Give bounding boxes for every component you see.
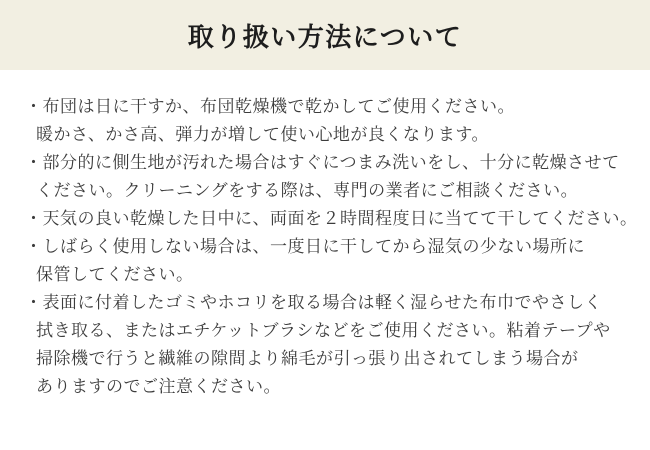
header-band	[0, 0, 650, 70]
list-item	[25, 205, 638, 233]
item-line-bulleted: ・表面に付着したゴミやホコリを取る場合は軽く湿らせた布巾でやさしく	[25, 293, 602, 312]
item-line-bulleted: ・しばらく使用しない場合は、一度日に干してから湿気の少ない場所に	[25, 237, 585, 256]
list-item	[25, 149, 638, 205]
list-item	[25, 289, 638, 401]
item-line-continuation: 拭き取る、またはエチケットブラシなどをご使用ください。粘着テープや	[36, 321, 611, 340]
item-line-bulleted: ・布団は日に干すか、布団乾燥機で乾かしてご使用ください。	[25, 97, 515, 116]
item-line-continuation: ください。クリーニングをする際は、専門の業者にご相談ください。	[36, 181, 579, 200]
item-line-bulleted: ・天気の良い乾燥した日中に、両面を２時間程度日に当てて干してください。	[25, 209, 638, 228]
handling-instructions	[0, 70, 650, 401]
handling-list	[25, 93, 638, 401]
item-line-continuation: 掃除機で行うと繊維の隙間より綿毛が引っ張り出されてしまう場合が	[36, 349, 579, 368]
item-line-bulleted: ・部分的に側生地が汚れた場合はすぐにつまみ洗いをし、十分に乾燥させて	[25, 153, 620, 172]
list-item	[25, 93, 638, 149]
item-line-continuation: 暖かさ、かさ高、弾力が増して使い心地が良くなります。	[36, 125, 489, 144]
page-title: 取り扱い方法について	[187, 21, 463, 52]
list-item	[25, 233, 638, 289]
item-line-continuation: 保管してください。	[36, 265, 194, 284]
item-line-continuation: ありますのでご注意ください。	[36, 377, 281, 396]
